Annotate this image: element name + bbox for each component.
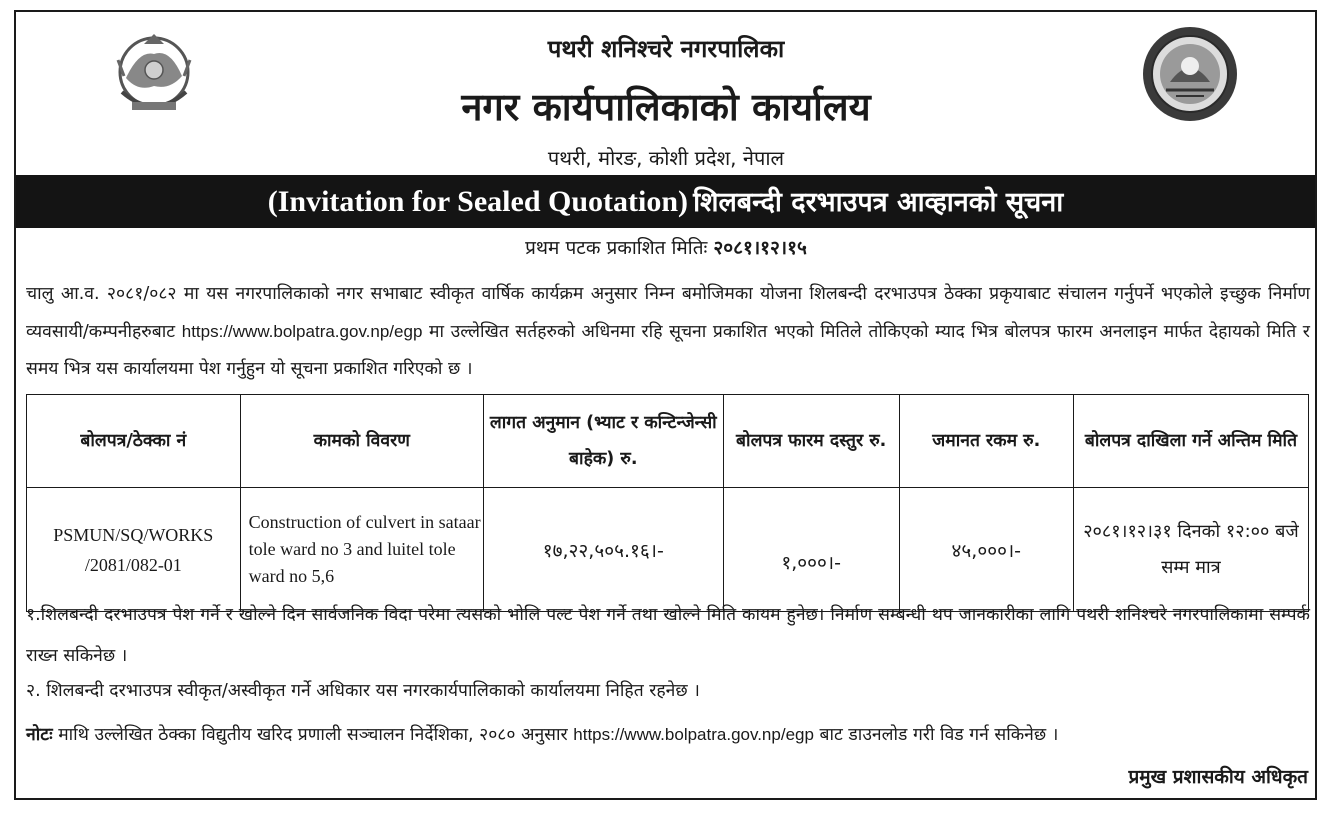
table-row [27,488,1309,612]
note-bolpatra-url[interactable]: https://www.bolpatra.gov.np/egp [573,725,814,744]
notice-banner [16,175,1315,228]
cell-cost-estimate: १७,२२,५०५.१६।- [483,488,723,612]
cell-bid-number: PSMUN/SQ/WORKS /2081/082-01 [27,488,241,612]
bolpatra-url[interactable]: https://www.bolpatra.gov.np/egp [181,322,423,341]
table-header-row [27,395,1309,488]
note-text-before-url: माथि उल्लेखित ठेक्का विद्युतीय खरिद प्रणाली सञ्चालन निर्देशिका, २०८० अनुसार [58,725,568,745]
cell-form-fee: १,०००।- [723,488,899,612]
cell-work-description: Construction of culvert in sataar tole ward no 3 and luitel tole ward no 5,6 [240,488,483,612]
intro-text-before-url: चालु आ.व. २०८१/०८२ मा यस नगरपालिकाको नगर सभाबाट स्वीकृत वार्षिक कार्यक्रम अनुसार निम्न बमोजिमका योजना शिलबन्दी दरभाउपत्र ठेक्का प्रकृयाबाट संचालन गर्नुपर्ने भएकोले इच्छुक निर्माण व्यवसायी/कम्पनीहरुबाट [26,284,1310,342]
note-text-after-url: बाट डाउनलोड गरी विड गर्न सकिनेछ । [819,725,1059,745]
note-public-holiday: १.शिलबन्दी दरभाउपत्र पेश गर्ने र खोल्ने दिन सार्वजनिक विदा परेमा त्यसको भोलि पल्ट पेश गर्ने तथा खोल्ने मिति कायम हुनेछ। निर्माण सम्बन्धी थप जानकारीका लागि पथरी शनिश्चरे नगरपालिकामा सम्पर्क राख्न सकिनेछ । [26,605,1310,666]
cell-security-amount: ४५,०००।- [899,488,1073,612]
bid-table [26,394,1309,612]
municipality-name: पथरी शनिश्चरे नगरपालिका [547,35,785,63]
header-security-amount: जमानत रकम रु. [899,395,1073,488]
intro-paragraph [26,276,1310,388]
office-address: पथरी, मोरङ, कोशी प्रदेश, नेपाल [547,146,785,170]
header-cost-estimate: लागत अनुमान (भ्याट र कन्टिन्जेन्सी बाहेक) रु. [483,395,723,488]
intro-text-after-url: मा उल्लेखित सर्तहरुको अधिनमा रहि सूचना प्रकाशित भएको मितिले तोकिएको म्याद भित्र बोलपत्र फारम अनलाइन मार्फत देहायको मिति र समय भित्र यस कार्यालयमा पेश गर्नुहुन यो सूचना प्रकाशित गरिएको छ । [26,322,1310,379]
note-label: नोटः [26,725,53,745]
header-bid-number: बोलपत्र/ठेक्का नं [27,395,241,488]
banner-title-english: (Invitation for Sealed Quotation) [267,185,689,218]
header-form-fee: बोलपत्र फारम दस्तुर रु. [723,395,899,488]
header-work-description: कामको विवरण [240,395,483,488]
note-download [26,722,1310,746]
office-title: नगर कार्यपालिकाको कार्यालय [461,85,871,129]
header-deadline: बोलपत्र दाखिला गर्ने अन्तिम मिति [1073,395,1308,488]
note-authority: २. शिलबन्दी दरभाउपत्र स्वीकृत/अस्वीकृत गर्ने अधिकार यस नगरकार्यपालिकाको कार्यालयमा निहित रहनेछ । [26,681,700,701]
published-label: प्रथम पटक प्रकाशित मितिः [525,237,708,259]
published-date: २०८१।१२।१५ [713,237,807,259]
published-date-line [0,234,1332,260]
banner-title-nepali: शिलबन्दी दरभाउपत्र आव्हानको सूचना [693,187,1064,218]
signature-title: प्रमुख प्रशासकीय अधिकृत [1128,766,1308,788]
cell-deadline: २०८१।१२।३१ दिनको १२:०० बजे सम्म मात्र [1073,488,1308,612]
